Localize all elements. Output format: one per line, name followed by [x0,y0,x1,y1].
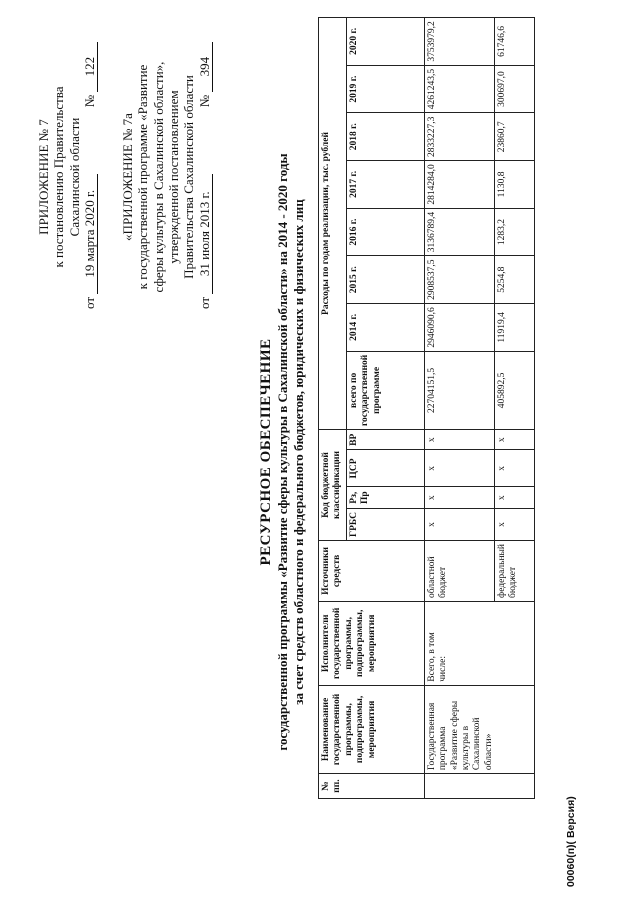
appendix-7a-title: «ПРИЛОЖЕНИЕ № 7а [120,113,135,241]
resource-table [318,17,535,799]
header-budget-code: Код бюджетной классификации [319,430,347,541]
appendix-7-date: 19 марта 2020 г. [82,174,98,294]
header-2016: 2016 г. [346,208,424,256]
cell-total: 405892,5 [494,351,534,429]
header-2014: 2014 г. [346,304,424,352]
appendix-7a-line3: сферы культуры в Сахалинской области», [150,61,166,293]
header-2019: 2019 г. [346,65,424,113]
table-row [424,18,494,799]
appendix-7-num-prefix: № [81,94,97,108]
cell-num [424,774,534,799]
cell-program-name: Государственная программа «Развитие сферы культуры в Сахалинской области» [424,685,534,773]
appendix-7a-date: 31 июля 2013 г. [197,174,213,294]
cell-grbs: х [494,509,534,541]
header-grbs: ГРБС [346,509,424,541]
cell-2019: 300697,0 [494,65,534,113]
header-2015: 2015 г. [346,256,424,304]
appendix-7-line3: Сахалинской области [66,117,82,237]
appendix-7-block [36,27,98,327]
header-2018: 2018 г. [346,113,424,161]
header-2017: 2017 г. [346,161,424,209]
cell-2018: 2833227,3 [424,113,494,161]
header-vr: ВР [346,430,424,450]
appendix-7a-date-line [197,27,213,327]
document-subtitle-1: государственной программы «Развитие сферы культуры в Сахалинской области» на 2014 - 2020 годы [275,153,290,751]
document-subtitle-2: за счет средств областного и федерального бюджетов, юридических и физических лиц [290,199,306,705]
cell-csr: х [494,450,534,487]
cell-2020: 3753979,2 [424,18,494,66]
document-title: РЕСУРСНОЕ ОБЕСПЕЧЕНИЕ [258,338,274,566]
cell-2015: 2908537,5 [424,256,494,304]
header-2020: 2020 г. [346,18,424,66]
document-version-footer: 00060(п)( Версия) [565,796,577,887]
document-heading [258,17,306,887]
header-num: № пп. [319,774,425,799]
appendix-7a-block [120,27,213,327]
header-executor: Исполнители государственной программы, подпрограммы, мероприятия [319,601,425,685]
rotated-document-page [20,17,620,887]
cell-2015: 5254,8 [494,256,534,304]
header-csr: ЦСР [346,450,424,487]
appendix-7a-line5: Правительства Сахалинской области [181,75,197,279]
appendix-7a-line4: утвержденной постановлением [165,90,181,264]
cell-total: 22704151,5 [424,351,494,429]
appendix-7-number: 122 [82,42,98,92]
cell-2016: 3136789,4 [424,208,494,256]
cell-vr: х [494,430,534,450]
cell-2017: 1130,8 [494,161,534,209]
appendix-7-date-line [82,27,98,327]
cell-2016: 1283,2 [494,208,534,256]
cell-executor: Всего, в том числе: [424,601,534,685]
cell-rzpr: х [494,487,534,509]
cell-2017: 2814284,0 [424,161,494,209]
cell-grbs: х [424,509,494,541]
cell-2014: 11919,4 [494,304,534,352]
appendix-7a-line2: к государственной программе «Развитие [135,64,151,290]
cell-2020: 61746,6 [494,18,534,66]
appendix-7-title: ПРИЛОЖЕНИЕ № 7 [36,119,51,235]
table-header-row-1 [319,18,347,799]
header-rzpr: Рз, Пр [346,487,424,509]
cell-source: областной бюджет [424,540,494,601]
appendix-7-date-prefix: от [81,296,97,309]
cell-vr: х [424,430,494,450]
appendix-7a-num-prefix: № [196,94,212,108]
header-source: Источники средств [319,540,425,601]
cell-2018: 23860,7 [494,113,534,161]
appendix-7a-number: 394 [197,42,213,92]
cell-csr: х [424,450,494,487]
cell-rzpr: х [424,487,494,509]
cell-2014: 2946090,6 [424,304,494,352]
cell-source: федеральный бюджет [494,540,534,601]
cell-2019: 4261243,5 [424,65,494,113]
header-expenses: Расходы по годам реализации, тыс. рублей [319,18,347,430]
appendix-7a-date-prefix: от [196,296,212,309]
appendix-7-line2: к постановлению Правительства [51,86,67,268]
header-name: Наименование государственной программы, подпрограммы, мероприятия [319,685,425,773]
header-total: всего по государственной программе [346,351,424,429]
